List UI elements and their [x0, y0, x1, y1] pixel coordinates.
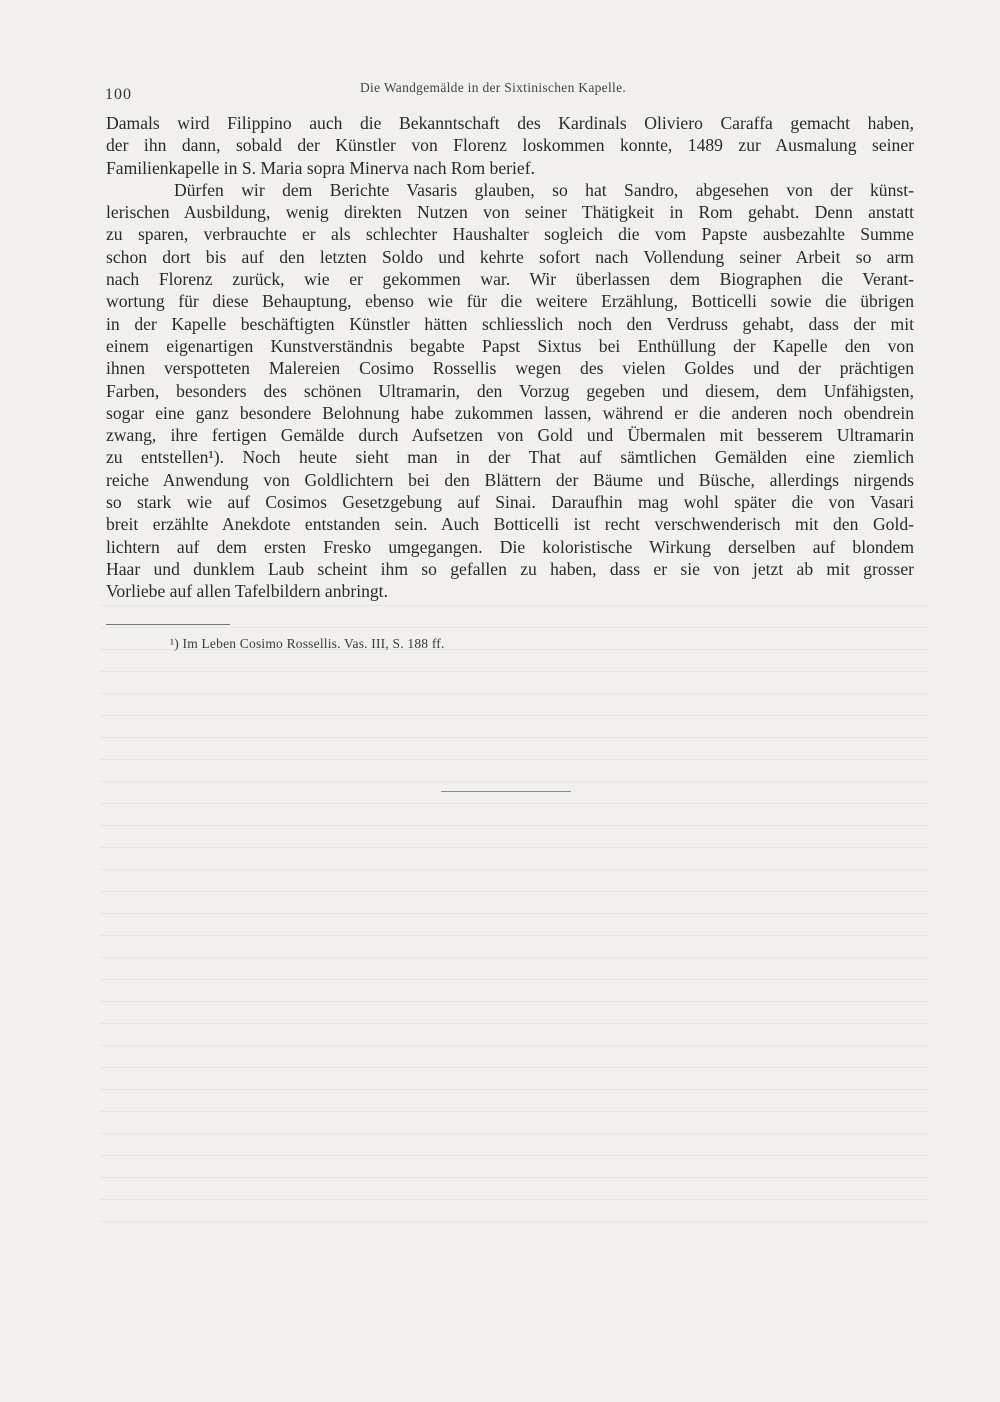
section-end-rule — [441, 791, 571, 792]
footnote: ¹) Im Leben Cosimo Rossellis. Vas. III, S. 188 ff. — [170, 636, 445, 651]
text-line: wortung für diese Behauptung, ebenso wie für die weitere Erzählung, Botticelli sowie die übrigen — [106, 291, 914, 312]
text-line: Damals wird Filippino auch die Bekanntschaft des Kardinals Oliviero Caraffa gemacht haben, — [106, 113, 914, 133]
text-line: so stark wie auf Cosimos Gesetzgebung auf Sinai. Daraufhin mag wohl später die von Vasari — [106, 492, 914, 513]
text-line: breit erzählte Anekdote entstanden sein. Auch Botticelli ist recht verschwenderisch mit den Gold- — [106, 514, 914, 535]
text-line: reiche Anwendung von Goldlichtern bei den Blättern der Bäume und Büsche, allerdings nirgends — [106, 469, 914, 490]
text-line: lerischen Ausbildung, wenig direkten Nutzen von seiner Thätigkeit in Rom gehabt. Denn anstatt — [106, 202, 914, 223]
text-line: Farben, besonders des schönen Ultramarin, den Vorzug gegeben und diesem, dem Unfähigsten, — [106, 380, 914, 401]
text-line: zu entstellen¹). Noch heute sieht man in der That auf sämtlichen Gemälden eine ziemlich — [106, 447, 914, 468]
page-number: 100 — [105, 86, 132, 103]
footnote-rule — [106, 624, 230, 625]
text-line: Vorliebe auf allen Tafelbildern anbringt. — [106, 581, 388, 602]
show-through-texture — [100, 605, 930, 1225]
text-line: nach Florenz zurück, wie er gekommen war. Wir überlassen dem Biographen die Verant- — [106, 269, 914, 290]
text-line: zwang, ihre fertigen Gemälde durch Aufsetzen von Gold und Übermalen mit besserem Ultramarin — [106, 425, 914, 446]
text-line: zu sparen, verbrauchte er als schlechter Haushalter sogleich die vom Papste ausbezahlte Summe — [106, 224, 914, 245]
text-line: sogar eine ganz besondere Belohnung habe zukommen lassen, während er die anderen noch obendrein — [106, 402, 914, 423]
text-line: schon dort bis auf den letzten Soldo und kehrte sofort nach Vollendung seiner Arbeit so arm — [106, 246, 914, 267]
text-line: Familienkapelle in S. Maria sopra Minerva nach Rom berief. — [106, 157, 535, 178]
text-line: ihnen verspotteten Malereien Cosimo Rossellis wegen des vielen Goldes und der prächtigen — [106, 358, 914, 379]
text-line: Dürfen wir dem Berichte Vasaris glauben, so hat Sandro, abgesehen von der künst- — [174, 179, 914, 200]
text-line: der ihn dann, sobald der Künstler von Florenz loskommen konnte, 1489 zur Ausmalung seiner — [106, 135, 914, 156]
text-line: Haar und dunklem Laub scheint ihm so gefallen zu haben, dass er sie von jetzt ab mit grosser — [106, 558, 914, 579]
text-line: in der Kapelle beschäftigten Künstler hätten schliesslich noch den Verdruss gehabt, dass der mit — [106, 313, 914, 334]
text-line: einem eigenartigen Kunstverständnis begabte Papst Sixtus bei Enthüllung der Kapelle den von — [106, 335, 914, 356]
running-head — [105, 76, 915, 102]
running-title: Die Wandgemälde in der Sixtinischen Kapelle. — [360, 80, 627, 95]
body-text — [106, 112, 914, 603]
text-line: lichtern auf dem ersten Fresko umgegangen. Die koloristische Wirkung derselben auf blondem — [106, 536, 914, 557]
